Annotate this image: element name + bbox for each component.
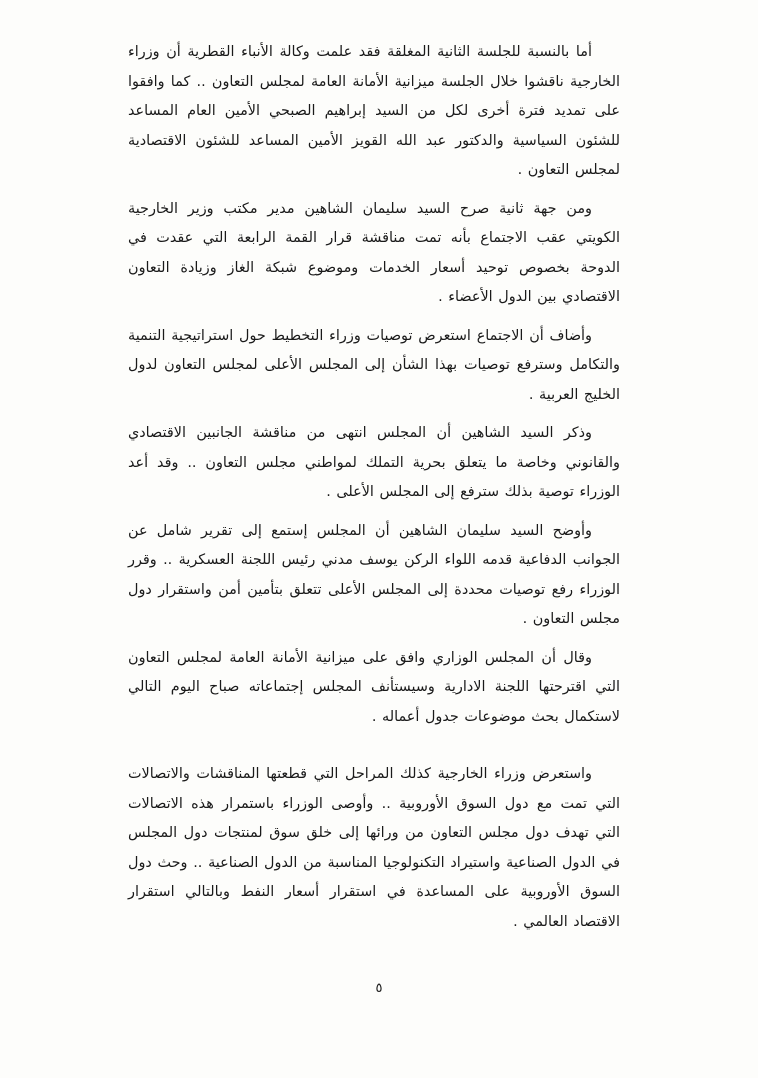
paragraph-2: ومن جهة ثانية صرح السيد سليمان الشاهين مدير مكتب وزير الخارجية الكويتي عقب الاجتماع بأنه تمت مناقشة قرار القمة الرابعة التي عقدت في الدوحة بخصوص توحيد أسعار الخدمات وموضوع شبكة الغاز وزيادة التعاون الاقتصادي بين الدول الأعضاء . [128, 200, 620, 305]
paragraph-3: وأضاف أن الاجتماع استعرض توصيات وزراء التخطيط حول استراتيجية التنمية والتكامل وسترفع توصيات بهذا الشأن إلى المجلس الأعلى لمجلس التعاون لدول الخليج العربية . [128, 327, 620, 403]
paragraph-4: وذكر السيد الشاهين أن المجلس انتهى من مناقشة الجانبين الاقتصادي والقانوني وخاصة ما يتعلق بحرية التملك لمواطني مجلس التعاون .. وقد أعد الوزراء توصية بذلك سترفع إلى المجلس الأعلى . [128, 425, 620, 500]
paragraph-spacer [128, 315, 620, 322]
paragraph-6: وقال أن المجلس الوزاري وافق على ميزانية الأمانة العامة لمجلس التعاون التي اقترحتها اللجنة الادارية وسيستأنف المجلس إجتماعاته صباح اليوم التالي لاستكمال بحث موضوعات جدول أعماله . [128, 649, 620, 725]
paragraph-7: واستعرض وزراء الخارجية كذلك المراحل التي قطعتها المناقشات والاتصالات التي تمت مع دول السوق الأوروبية .. وأوصى الوزراء باستمرار هذه الاتصالات التي تهدف دول مجلس التعاون من ورائها إلى خلق سوق لمنتجات دول المجلس في الدول الصناعية واستيراد التكنولوجيا المناسبة من الدول الصناعية .. وحث دول السوق الأوروبية على المساعدة في استقرار أسعار النفط وبالتالي استقرار الاقتصاد العالمي . [128, 766, 620, 930]
page-number: ٥ [375, 981, 383, 996]
paragraph-spacer [128, 637, 620, 644]
paragraph-5: وأوضح السيد سليمان الشاهين أن المجلس إستمع إلى تقرير شامل عن الجوانب الدفاعية قدمه اللواء الركن يوسف مدني رئيس اللجنة العسكرية .. وقرر الوزراء رفع توصيات محددة إلى المجلس الأعلى تتعلق بتأمين أمن واستقرار دول مجلس التعاون . [128, 522, 620, 627]
document-body [128, 38, 620, 939]
paragraph-1: أما بالنسبة للجلسة الثانية المغلقة فقد علمت وكالة الأنباء القطرية أن وزراء الخارجية ناقشوا خلال الجلسة ميزانية الأمانة العامة لمجلس التعاون .. كما وافقوا على تمديد فترة أخرى لكل من السيد إبراهيم الصبحي الأمين العام المساعد للشئون السياسية والدكتور عبد الله القويز الأمين المساعد للشئون الاقتصادية لمجلس التعاون . [128, 44, 620, 178]
paragraph-spacer [128, 188, 620, 195]
paragraph-spacer [128, 412, 620, 419]
paragraph-spacer [128, 510, 620, 517]
section-spacer [128, 734, 620, 760]
